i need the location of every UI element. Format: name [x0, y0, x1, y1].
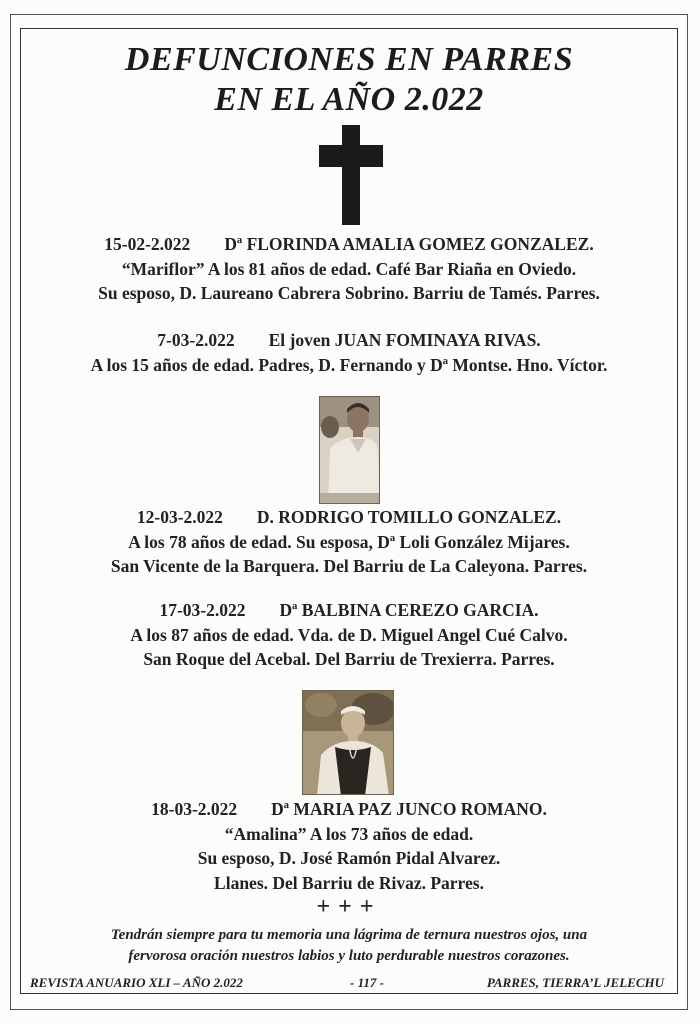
memorial-verse — [20, 925, 678, 967]
entry-detail: “Mariflor” A los 81 años de edad. Café Bar Riaña en Oviedo. — [121, 258, 577, 279]
entry-detail: “Amalina” A los 73 años de edad. — [224, 823, 474, 844]
obituary-entry — [20, 328, 678, 377]
entry-detail: A los 87 años de edad. Vda. de D. Miguel Angel Cué Calvo. — [130, 624, 568, 645]
obituary-entry — [20, 505, 678, 579]
entry-header — [20, 797, 678, 822]
entry-header — [20, 232, 678, 257]
page-title — [20, 40, 678, 120]
obituary-entry — [20, 797, 678, 895]
entry-date: 7-03-2.022 — [157, 330, 235, 350]
entry-date: 18-03-2.022 — [151, 799, 238, 819]
obituary-entry — [20, 232, 678, 306]
entry-date: 15-02-2.022 — [104, 234, 191, 254]
footer-page-number: - 117 - — [350, 975, 384, 990]
verse-line-2: fervorosa oración nuestros labios y luto perdurable nuestros corazones. — [128, 948, 570, 964]
entry-name: Dª BALBINA CEREZO GARCIA. — [279, 600, 539, 620]
entry-name: El joven JUAN FOMINAYA RIVAS. — [268, 330, 541, 350]
portrait-photo — [319, 396, 380, 504]
footer-publication: REVISTA ANUARIO XLI – AÑO 2.022 — [30, 975, 243, 990]
obituary-entry — [20, 598, 678, 672]
title-line-2: EN EL AÑO 2.022 — [214, 81, 484, 118]
footer-region: PARRES, TIERRA’L JELECHU — [486, 975, 664, 990]
portrait-photo — [302, 690, 394, 795]
entry-detail: Su esposo, D. José Ramón Pidal Alvarez. — [197, 848, 501, 868]
entry-detail: Llanes. Del Barriu de Rivaz. Parres. — [214, 872, 484, 893]
entry-detail: Su esposo, D. Laureano Cabrera Sobrino. Barriu de Tamés. Parres. — [98, 283, 600, 303]
portrait-photo-image — [320, 397, 380, 504]
entry-name: D. RODRIGO TOMILLO GONZALEZ. — [256, 507, 562, 527]
entry-header — [20, 598, 678, 623]
title-line-1: DEFUNCIONES EN PARRES — [124, 41, 574, 78]
entry-detail: A los 78 años de edad. Su esposa, Dª Loli González Mijares. — [128, 531, 570, 552]
entry-date: 17-03-2.022 — [159, 600, 246, 620]
entry-header — [20, 328, 678, 353]
entry-header — [20, 505, 678, 530]
triple-cross-symbol: +++ — [316, 894, 382, 920]
latin-cross-icon — [319, 125, 383, 225]
entry-detail: A los 15 años de edad. Padres, D. Fernando y Dª Montse. Hno. Víctor. — [90, 354, 608, 375]
entry-name: Dª MARIA PAZ JUNCO ROMANO. — [271, 799, 547, 819]
entry-detail: San Roque del Acebal. Del Barriu de Trexierra. Parres. — [143, 649, 555, 669]
verse-line-1: Tendrán siempre para tu memoria una lágrima de ternura nuestros ojos, una — [110, 927, 588, 943]
entry-name: Dª FLORINDA AMALIA GOMEZ GONZALEZ. — [224, 234, 594, 254]
entry-date: 12-03-2.022 — [136, 507, 223, 527]
entry-detail: San Vicente de la Barquera. Del Barriu de La Caleyona. Parres. — [110, 556, 588, 576]
portrait-photo-image — [303, 691, 394, 795]
